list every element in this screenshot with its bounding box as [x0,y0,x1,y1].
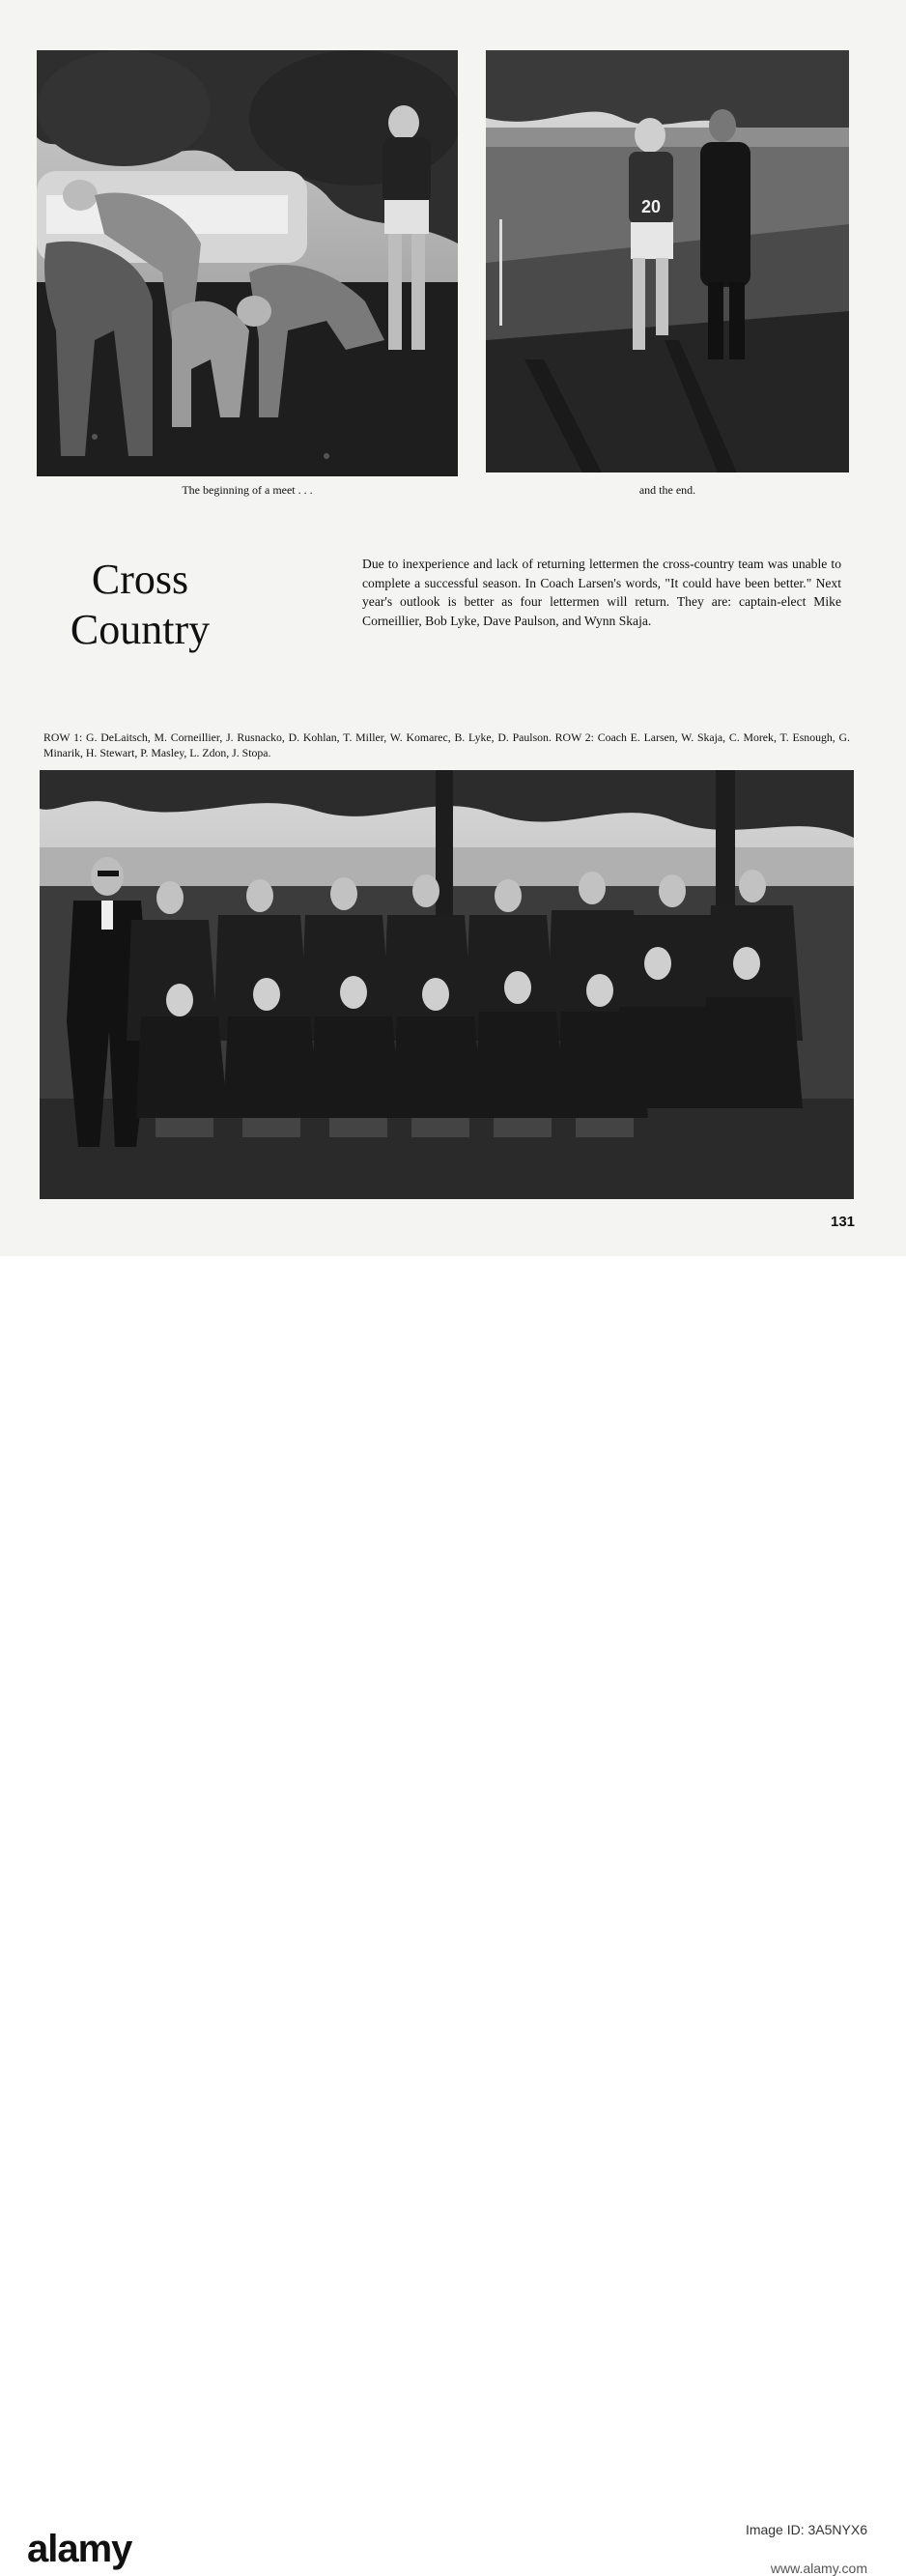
page-title-line-2: Country [70,606,211,653]
team-photo-image [40,770,854,1199]
watermark-image-id: Image ID: 3A5NYX6 [745,2522,867,2537]
yearbook-page [0,0,906,1256]
photo-meet-finish-image [486,50,849,472]
team-photo [40,770,854,1199]
photo-meet-start-caption: The beginning of a meet . . . [182,483,313,497]
photo-meet-start [37,50,458,476]
photo-meet-finish [486,50,849,472]
team-photo-caption: ROW 1: G. DeLaitsch, M. Corneillier, J. Rusnacko, D. Kohlan, T. Miller, W. Komarec, B. Lyke, D. Paulson. ROW 2: Coach E. Larsen, W. Skaja, C. Morek, T. Esnough, G. Minarik, H. Stewart, P. Masley, L. Zdon, J. Stopa. [43,730,850,759]
watermark-site: www.alamy.com [770,2561,867,2576]
photo-meet-start-image [37,50,458,476]
page-number: 131 [831,1214,856,1230]
page-title-line-1: Cross [91,556,189,603]
page-title [39,555,241,655]
article-paragraph: Due to inexperience and lack of returning lettermen the cross-country team was unable to complete a successful season. In Coach Larsen's words, "It could have been better." Next year's outlook is better as four lettermen will return. They are: captain-elect Mike Corneillier, Bob Lyke, Dave Paulson, and Wynn Skaja. [362,557,841,628]
watermark-logo: alamy [27,2528,132,2570]
photo-meet-finish-caption: and the end. [638,483,696,497]
runner-bib-number: 20 [640,197,662,216]
watermark-footer [0,1256,906,2576]
